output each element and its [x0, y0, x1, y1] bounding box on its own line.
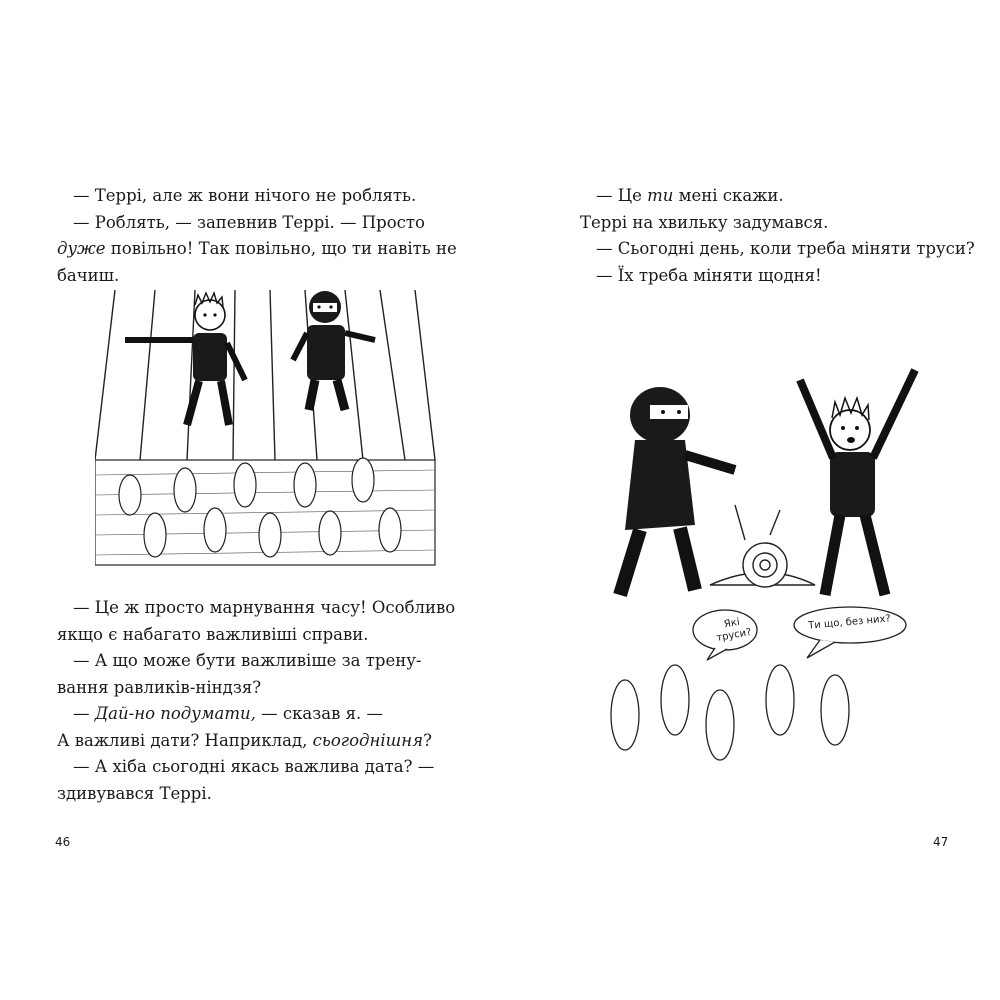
emphasis: — Дай-но подумати, — [73, 704, 256, 723]
right-page — [500, 0, 1000, 1000]
page-number-left: 46 — [55, 835, 71, 849]
text-line: — Сьогодні день, коли треба міняти труси? — [596, 239, 975, 258]
text-line: вання равликів-ніндзя? — [57, 677, 262, 697]
text-line: — А хіба сьогодні якась важлива дата? — — [73, 757, 435, 776]
emphasis: ти — [647, 186, 674, 205]
speech-bubble-which-pants: Які труси? — [715, 616, 753, 644]
text-line: А важливі дати? Наприклад, сьогоднішня? — [57, 730, 432, 750]
text-line: — Роблять, — запевнив Террі. — Просто — [73, 212, 425, 232]
text-line: Террі на хвильку задумався. — [580, 212, 829, 232]
text-line: — Террі, але ж вони нічого не роблять. — [73, 186, 417, 205]
left-top-text — [57, 183, 457, 289]
emphasis: сьогоднішня — [312, 730, 424, 750]
text-line: якщо є набагато важливіші справи. — [57, 624, 369, 644]
text-line: — А що може бути важливіше за трену- — [73, 651, 422, 670]
text-line: — Дай-но подумати, — сказав я. — — [73, 704, 384, 723]
illustration-snail-training — [95, 285, 440, 580]
left-bottom-text — [57, 595, 455, 807]
illustration-ninja-and-terry — [595, 340, 965, 780]
text-line: — Це ти мені скажи. — [596, 186, 784, 205]
speech-bubble-without-them: Ти що, без них? — [807, 613, 892, 632]
text-line: — Їх треба міняти щодня! — [596, 265, 822, 285]
text-line: здивувався Террі. — [57, 783, 212, 803]
page-number-right: 47 — [933, 835, 949, 849]
text-line: бачиш. — [57, 265, 120, 285]
text-line: — Це ж просто марнування часу! Особливо — [73, 598, 456, 617]
text-line: дуже повільно! Так повільно, що ти навіть не — [57, 239, 457, 258]
emphasis: дуже — [57, 239, 106, 258]
right-top-text — [580, 183, 975, 289]
